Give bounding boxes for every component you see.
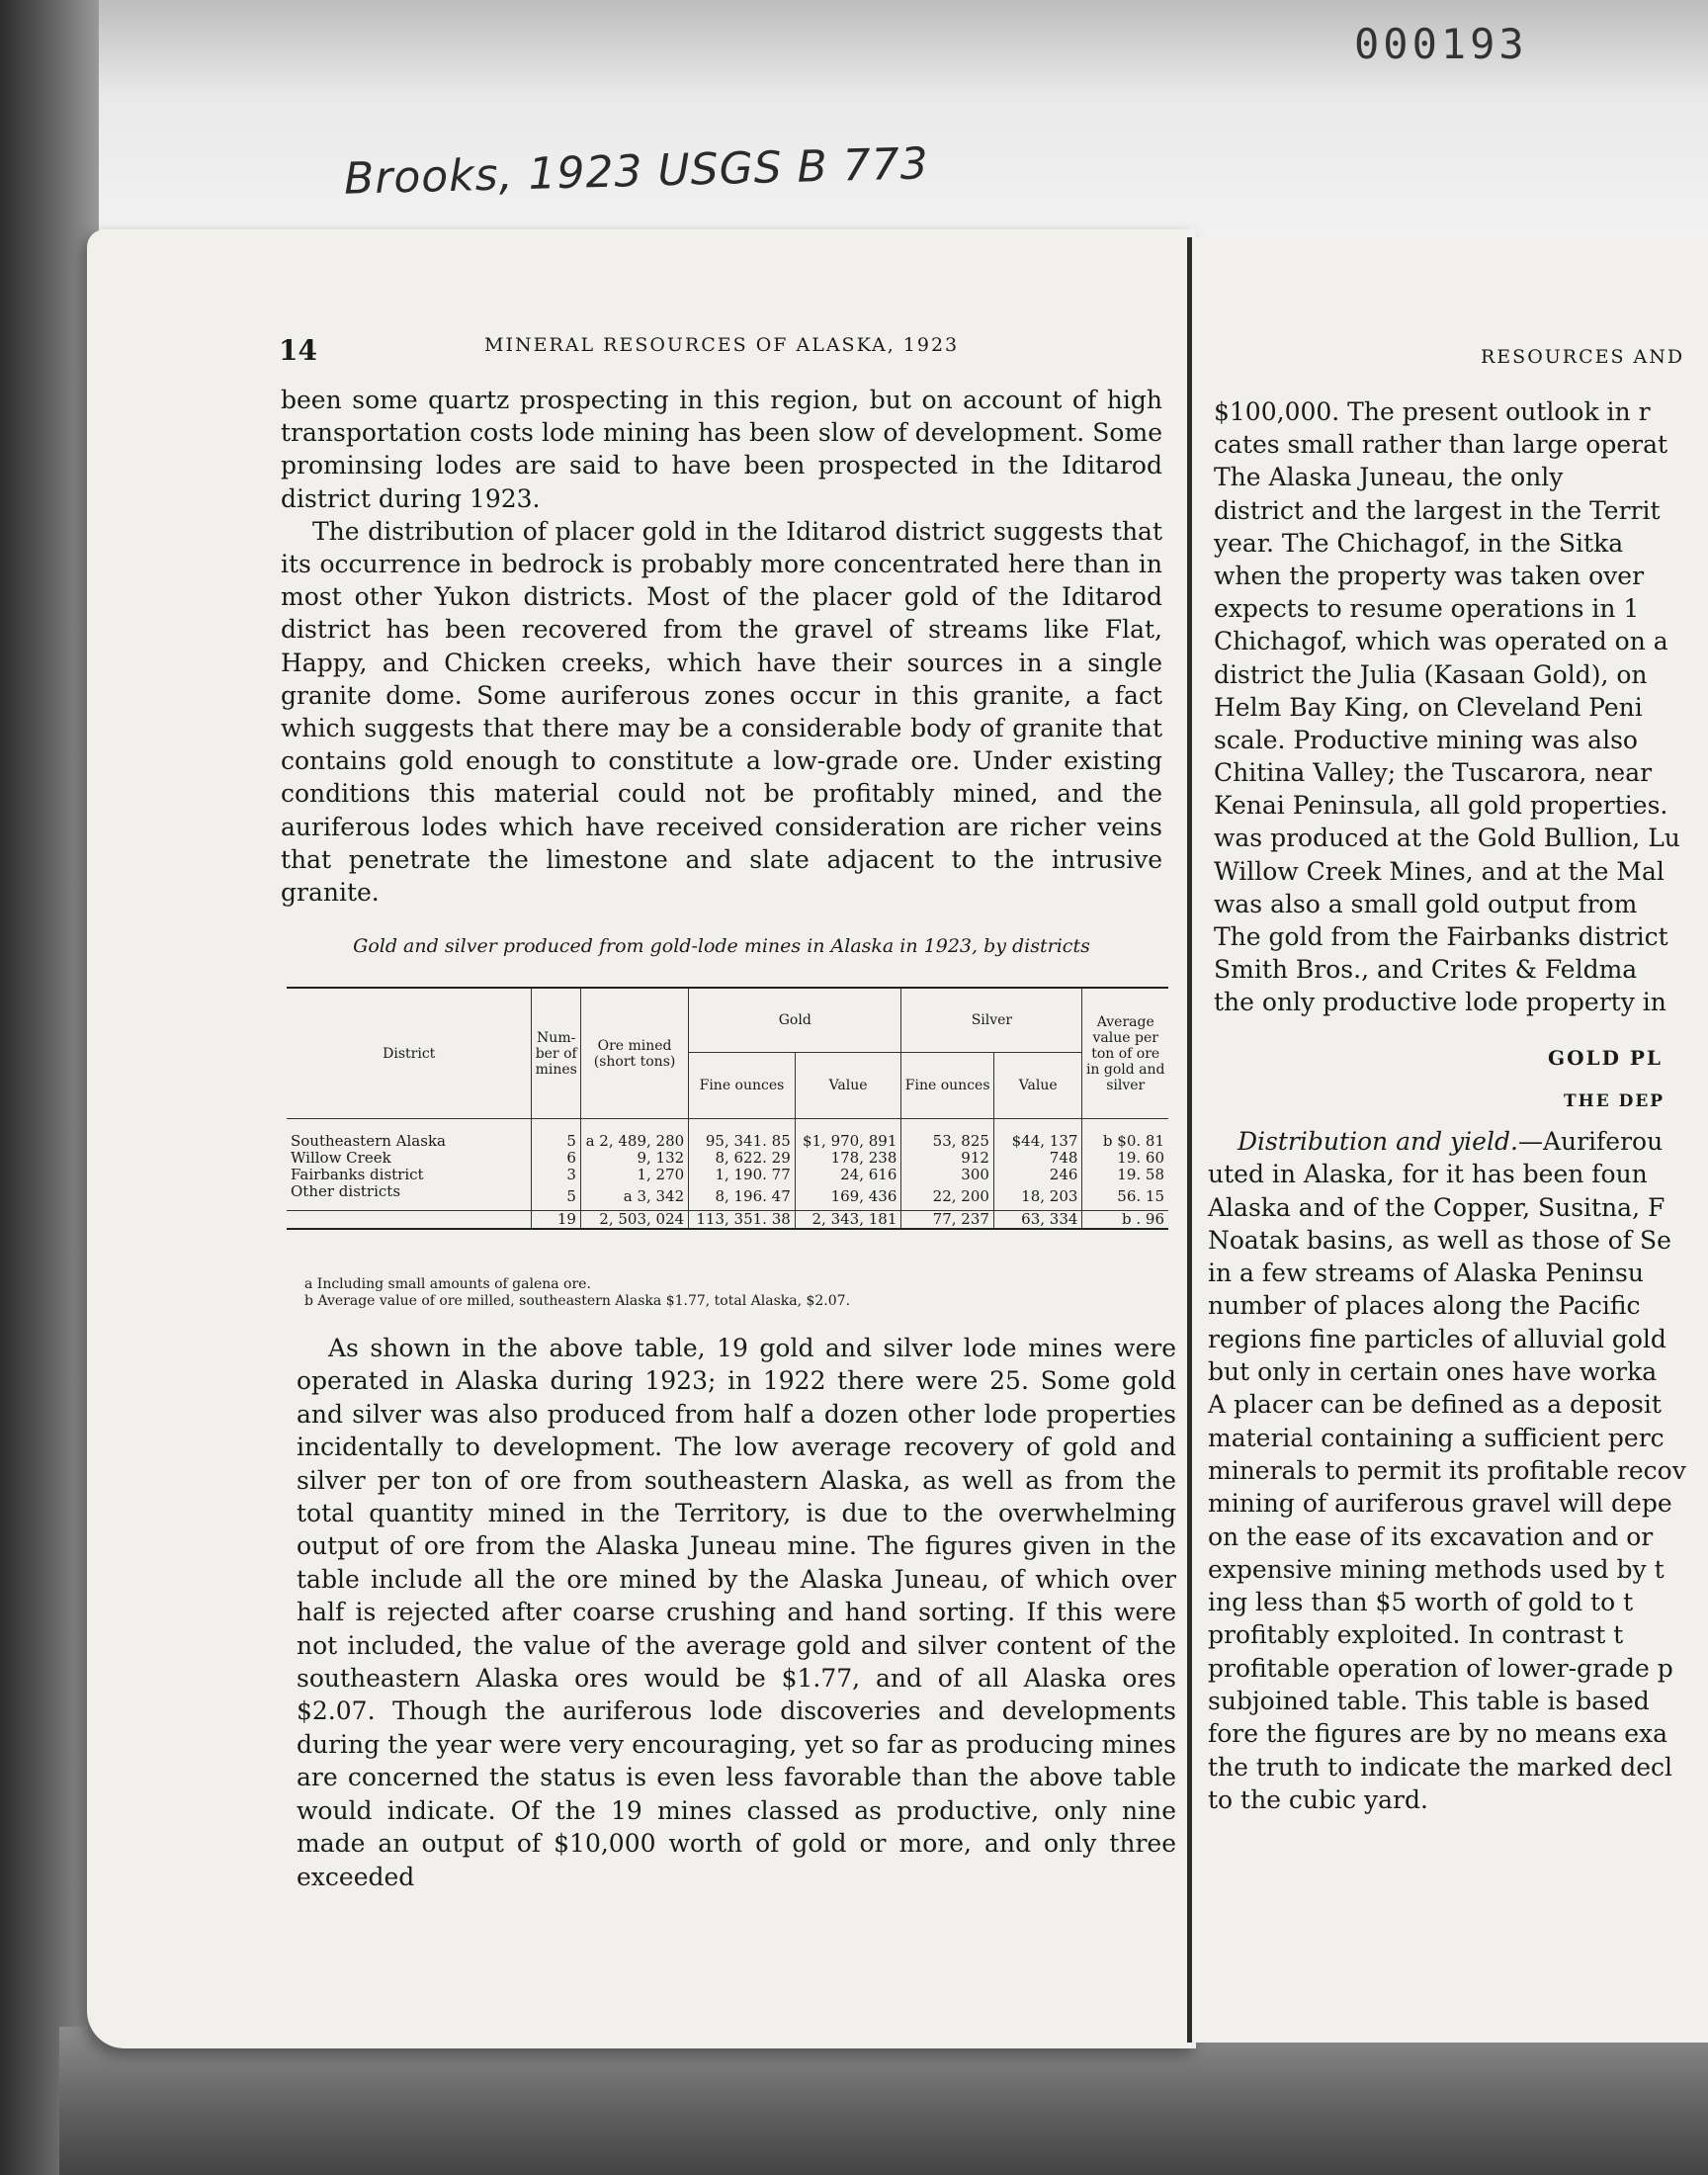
running-head: MINERAL RESOURCES OF ALASKA, 1923 (484, 334, 960, 356)
cell-mines: 5 (532, 1133, 581, 1150)
cell-mines: 5 (532, 1183, 581, 1211)
paragraph: As shown in the above table, 19 gold and silver lode mines were operated in Alaska during 1923; in 1922 there were 25. Some gold and silver was also produced from half a dozen other lode properties incidentally to development. The low average recovery of gold and silver per ton of ore from southeastern Alaska, as well as from the total quantity mined in the Territory, is due to the overwhelming output of ore from the Alaska Juneau mine. The figures given in the table include all the ore mined by the Alaska Juneau, of which over half is rejected after coarse crushing and hand sorting. If this were not included, the value of the average gold and silver content of the southeastern Alaska ores would be $1.77, and of all Alaska ores $2.07. Though the auriferous lode discoveries and developments during the year were very encouraging, yet so far as producing mines are concerned the status is even less favorable than the above table would indicate. Of the 19 mines classed as productive, only nine made an output of $10,000 worth of gold or more, and only three exceeded (297, 1334, 1176, 1891)
col-header-district: District (287, 988, 532, 1119)
cell-gold-value: 169, 436 (795, 1183, 901, 1211)
production-table (287, 987, 1168, 1230)
text-line: Alaska and of the Copper, Susitna, F (1208, 1192, 1665, 1222)
text-line: subjoined table. This table is based (1208, 1687, 1650, 1716)
cell-district: Willow Creek (291, 1149, 391, 1167)
text-line: the only productive lode property in (1214, 988, 1666, 1017)
table-caption: Gold and silver produced from gold-lode mines in Alaska in 1923, by districts (353, 935, 1090, 957)
text-line: district and the largest in the Territ (1214, 495, 1661, 525)
text-line: to the cubic yard. (1208, 1784, 1428, 1814)
total-silver-value: 63, 334 (993, 1211, 1082, 1230)
text-line: Willow Creek Mines, and at the Mal (1214, 856, 1665, 886)
cell-silver-ounces: 53, 825 (901, 1133, 994, 1150)
cell-gold-ounces: 1, 190. 77 (689, 1167, 796, 1183)
body-text-top (281, 384, 1162, 909)
italic-lead: Distribution and yield. (1238, 1127, 1518, 1156)
text-line: Kenai Peninsula, all gold properties. (1214, 791, 1668, 821)
table-row (287, 1150, 1168, 1167)
text-line: when the property was taken over (1214, 561, 1645, 590)
body-text-bottom (297, 1332, 1176, 1893)
footnote: a Including small amounts of galena ore. (304, 1276, 591, 1292)
text-line: fore the figures are by no means exa (1208, 1719, 1668, 1749)
text-line: year. The Chichagof, in the Sitka (1214, 528, 1624, 558)
col-header-average: Average value per ton of ore in gold and silver (1082, 988, 1168, 1119)
col-header-mines: Num-ber of mines (532, 988, 581, 1119)
cell-silver-value: 18, 203 (993, 1183, 1082, 1211)
text-line: The gold from the Fairbanks district (1214, 922, 1668, 951)
table-row (287, 1133, 1168, 1150)
text-line: ing less than $5 worth of gold to t (1208, 1588, 1634, 1617)
text-line: district the Julia (Kasaan Gold), on (1214, 659, 1648, 689)
text-line: number of places along the Pacific (1208, 1291, 1641, 1321)
text-line: material containing a sufficient perc (1208, 1423, 1665, 1452)
cell-ore: 9, 132 (580, 1150, 688, 1167)
cell-silver-ounces: 22, 200 (901, 1183, 994, 1211)
text-line: profitably exploited. In contrast t (1208, 1620, 1624, 1650)
total-gold-value: 2, 343, 181 (795, 1211, 901, 1230)
cell-gold-ounces: 8, 622. 29 (689, 1150, 796, 1167)
total-mines: 19 (532, 1211, 581, 1230)
text-line: Smith Bros., and Crites & Feldma (1214, 955, 1638, 985)
cell-silver-ounces: 912 (901, 1150, 994, 1167)
text-line: Chitina Valley; the Tuscarora, near (1214, 758, 1653, 788)
cell-ore: 1, 270 (580, 1167, 688, 1183)
archive-stamp-number: 000193 (1354, 20, 1528, 68)
total-gold-ounces: 113, 351. 38 (689, 1211, 796, 1230)
col-header-silver-value: Value (993, 1053, 1082, 1119)
table-row (287, 1167, 1168, 1183)
cell-ore: a 3, 342 (580, 1183, 688, 1211)
table-footnotes (304, 1276, 1154, 1310)
footnote: b Average value of ore milled, southeastern Alaska $1.77, total Alaska, $2.07. (304, 1293, 851, 1309)
cell-silver-ounces: 300 (901, 1167, 994, 1183)
text-line: $100,000. The present outlook in r (1214, 397, 1651, 426)
cell-district: Other districts (291, 1182, 401, 1200)
text-line: expensive mining methods used by t (1208, 1554, 1665, 1584)
cell-gold-value: 24, 616 (795, 1167, 901, 1183)
text-line: scale. Productive mining was also (1214, 725, 1638, 754)
cell-average: 56. 15 (1082, 1183, 1168, 1211)
cell-mines: 6 (532, 1150, 581, 1167)
cell-district: Southeastern Alaska (291, 1132, 446, 1150)
text-line: uted in Alaska, for it has been foun (1208, 1160, 1648, 1189)
scan-left-shadow (0, 0, 99, 2175)
cell-ore: a 2, 489, 280 (580, 1133, 688, 1150)
cell-district: Fairbanks district (291, 1166, 424, 1183)
text-line: The Alaska Juneau, the only (1214, 463, 1564, 492)
paragraph: been some quartz prospecting in this region, but on account of high transportation costs lode mining has been slow of development. Some prominsing lodes are said to have been prospected in the Iditarod district during 1923. (281, 386, 1162, 513)
col-header-ore: Ore mined (short tons) (580, 988, 688, 1119)
subsection-heading: THE DEP (1564, 1091, 1665, 1111)
right-body-text-bottom (1208, 1125, 1708, 1816)
running-head-right: RESOURCES AND (1481, 346, 1685, 368)
total-average: b . 96 (1082, 1211, 1168, 1230)
page-gutter (1187, 237, 1192, 2043)
cell-gold-ounces: 95, 341. 85 (689, 1133, 796, 1150)
cell-silver-value: 748 (993, 1150, 1082, 1167)
text-line-rest: —Auriferou (1517, 1127, 1664, 1156)
col-header-gold-ounces: Fine ounces (689, 1053, 796, 1119)
text-line: was also a small gold output from (1214, 889, 1638, 918)
text-line: A placer can be defined as a deposit (1208, 1390, 1662, 1420)
text-line: but only in certain ones have worka (1208, 1357, 1658, 1387)
text-line: the truth to indicate the marked decl (1208, 1752, 1673, 1782)
col-header-silver-ounces: Fine ounces (901, 1053, 994, 1119)
text-line: on the ease of its excavation and or (1208, 1522, 1654, 1551)
col-header-gold-value: Value (795, 1053, 901, 1119)
text-line: cates small rather than large operat (1214, 430, 1668, 460)
text-line: expects to resume operations in 1 (1214, 594, 1640, 624)
cell-gold-ounces: 8, 196. 47 (689, 1183, 796, 1211)
cell-average: b $0. 81 (1082, 1133, 1168, 1150)
cell-gold-value: $1, 970, 891 (795, 1133, 901, 1150)
cell-average: 19. 58 (1082, 1167, 1168, 1183)
text-line: profitable operation of lower-grade p (1208, 1653, 1673, 1683)
total-silver-ounces: 77, 237 (901, 1211, 994, 1230)
col-header-silver: Silver (901, 988, 1082, 1053)
text-line: was produced at the Gold Bullion, Lu (1214, 824, 1680, 853)
cell-gold-value: 178, 238 (795, 1150, 901, 1167)
text-line: regions fine particles of alluvial gold (1208, 1324, 1666, 1353)
total-ore: 2, 503, 024 (580, 1211, 688, 1230)
cell-silver-value: $44, 137 (993, 1133, 1082, 1150)
text-line (1208, 1125, 1708, 1158)
text-line: Chichagof, which was operated on a (1214, 627, 1668, 656)
page-number: 14 (279, 334, 317, 367)
cell-mines: 3 (532, 1167, 581, 1183)
section-heading: GOLD PL (1548, 1046, 1663, 1070)
text-line: minerals to permit its profitable recov (1208, 1455, 1686, 1485)
handwritten-citation: Brooks, 1923 USGS B 773 (343, 138, 930, 205)
cell-average: 19. 60 (1082, 1150, 1168, 1167)
scan-bottom-shadow (59, 2027, 1708, 2175)
text-line: Helm Bay King, on Cleveland Peni (1214, 692, 1643, 722)
text-line: in a few streams of Alaska Peninsu (1208, 1259, 1644, 1288)
right-body-text-top (1214, 395, 1708, 1019)
paragraph: The distribution of placer gold in the Iditarod district suggests that its occurrence in bedrock is probably more concentrated here than in most other Yukon districts. Most of the placer gold of the Iditarod district has been recovered from the gravel of streams like Flat, Happy, and Chicken creeks, which have their sources in a single granite dome. Some auriferous zones occur in this granite, a fact which suggests that there may be a considerable body of granite that contains gold enough to constitute a low-grade ore. Under existing conditions this material could not be profitably mined, and the auriferous lodes which have received consideration are richer veins that penetrate the limestone and slate adjacent to the intrusive granite. (281, 516, 1162, 908)
table-total-row (287, 1211, 1168, 1230)
text-line: Noatak basins, as well as those of Se (1208, 1225, 1671, 1255)
table-row (287, 1183, 1168, 1211)
col-header-gold: Gold (689, 988, 901, 1053)
text-line: mining of auriferous gravel will depe (1208, 1489, 1672, 1519)
cell-silver-value: 246 (993, 1167, 1082, 1183)
